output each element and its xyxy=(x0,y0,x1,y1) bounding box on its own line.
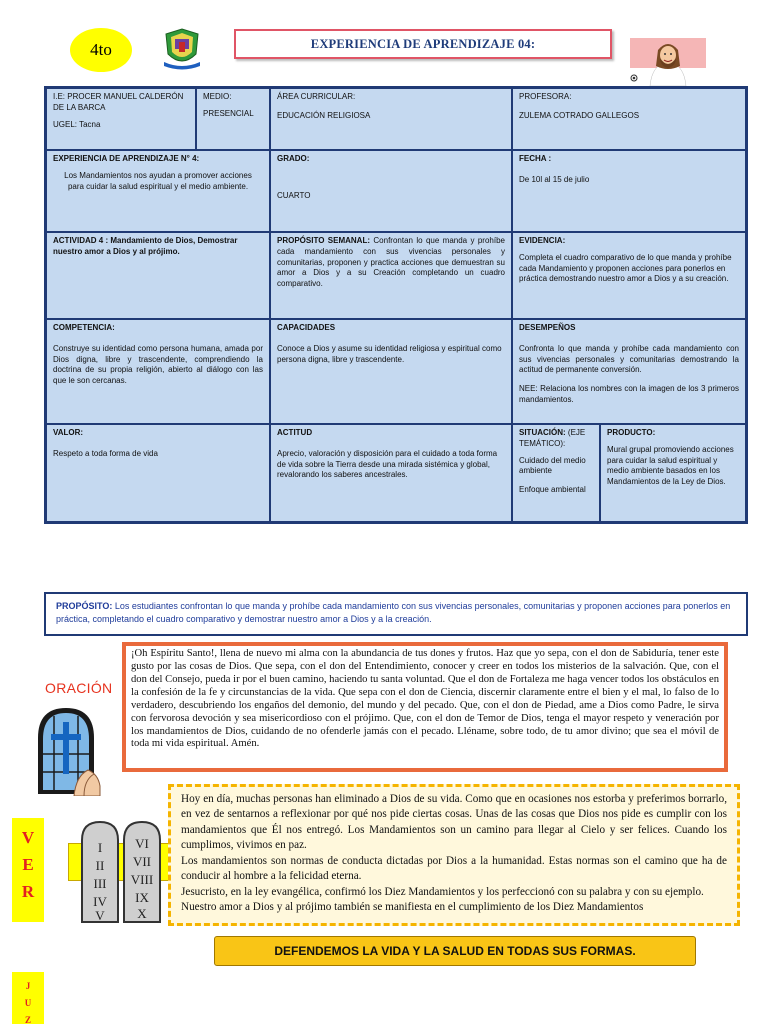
capacidades-value: Conoce a Dios y asume su identidad religiosa y espiritual como persona digna, libre y trascendente. xyxy=(277,343,502,364)
grado-value: CUARTO xyxy=(277,190,311,200)
profesora-label: PROFESORA: xyxy=(519,92,572,101)
situacion-label: SITUACIÓN: xyxy=(519,428,566,437)
valor-value: Respeto a toda forma de vida xyxy=(53,448,158,458)
producto-label: PRODUCTO: xyxy=(607,428,656,437)
oracion-box xyxy=(122,642,728,772)
competencia-label: COMPETENCIA: xyxy=(53,323,115,332)
experiencia-cell xyxy=(47,151,269,231)
desempenos-label: DESEMPEÑOS xyxy=(519,323,576,332)
medio-cell xyxy=(197,89,269,149)
ugel: UGEL: Tacna xyxy=(53,119,101,129)
producto-value: Mural grupal promoviendo acciones para cuidar la salud espiritual y medio ambiente basados en los Mandamientos de la Ley de Dios. xyxy=(607,444,734,487)
actitud-value: Aprecio, valoración y disposición para el cuidado a toda forma de vida sobre la Tierra desde una mirada sistémica y global, revalorando los saberes ancestrales. xyxy=(277,448,498,480)
oracion-label: ORACIÓN xyxy=(45,680,113,696)
actividad-cell xyxy=(47,233,269,318)
tablet-numeral: V xyxy=(95,908,105,923)
grado-cell xyxy=(271,151,511,231)
jesus-illustration-icon xyxy=(628,36,708,86)
evidencia-value: Completa el cuadro comparativo de lo que manda y prohíbe cada Mandamiento y proponen acciones para ponerlos en práctica demostrando nuestro amor a Dios y a su creación. xyxy=(519,252,732,284)
actitud-cell xyxy=(271,425,511,521)
church-window-cross-icon xyxy=(34,704,104,796)
tablet-numeral: III xyxy=(93,876,107,891)
ver-label xyxy=(12,818,44,922)
producto-cell xyxy=(601,425,745,521)
proposito-text: Los estudiantes confrontan lo que manda y prohíbe cada mandamiento con sus vivencias personales, comunitarias y proponen acciones para ponerlos en práctica, completando el cuadro comparativo y demostrar nuestro amor a Dios y a la creación. xyxy=(56,601,731,625)
juz-letter: J xyxy=(25,981,31,991)
tablet-numeral: VII xyxy=(132,854,152,869)
medio-label: MEDIO: xyxy=(203,92,232,101)
situacion-value: Cuidado del medio ambiente xyxy=(519,455,586,476)
experiencia-value: Los Mandamientos nos ayudan a promover acciones para cuidar la salud espiritual y el medio ambiente. xyxy=(64,170,252,191)
medio-value: PRESENCIAL xyxy=(203,108,254,118)
desempenos-cell xyxy=(513,320,745,423)
tablet-numeral: II xyxy=(95,858,105,873)
capacidades-label: CAPACIDADES xyxy=(277,323,336,332)
actividad-text: ACTIVIDAD 4 : Mandamiento de Dios, Demostrar nuestro amor a Dios y al prójimo. xyxy=(53,236,238,256)
ver-letter: E xyxy=(22,855,34,875)
nee-value: NEE: Relaciona los nombres con la imagen de los 3 primeros mandamientos. xyxy=(519,384,739,404)
enfoque-value: Enfoque ambiental xyxy=(519,485,586,495)
teaching-paragraph: Jesucristo, en la ley evangélica, confirmó los Diez Mandamientos y los perfeccionó con su palabra y con su ejemplo. xyxy=(181,885,704,898)
valor-cell xyxy=(47,425,269,521)
teaching-box xyxy=(168,784,740,926)
fecha-cell xyxy=(513,151,745,231)
ver-letter: V xyxy=(21,828,35,847)
evidencia-cell xyxy=(513,233,745,318)
school-name: I.E: PROCER MANUEL CALDERÓN DE LA BARCA xyxy=(53,92,184,112)
profesora-cell xyxy=(513,89,745,149)
capacidades-cell xyxy=(271,320,511,423)
experiencia-label: EXPERIENCIA DE APRENDIZAJE N° 4: xyxy=(53,154,200,163)
tablet-numeral: I xyxy=(97,840,103,855)
commandments-tablets-icon xyxy=(80,820,164,924)
tablet-numeral: X xyxy=(137,906,147,921)
area-cell xyxy=(271,89,511,149)
valor-label: VALOR: xyxy=(53,428,84,437)
area-value: EDUCACIÓN RELIGIOSA xyxy=(277,110,371,120)
learning-info-table xyxy=(44,86,748,524)
competencia-cell xyxy=(47,320,269,423)
teaching-paragraph: Hoy en día, muchas personas han eliminado a Dios de su vida. Como que en ocasiones nos estorba y preferimos borrarlo, en vez de sentarnos a reflexionar por qué nos pide ciertas cosas. Unas de las cosas que Dios nos pide es cumplir con los mandamientos que Él nos entregó. Los Mandamientos son un camino para llegar al Cielo y ser felices. Cuando los cumplimos, vivimos en paz. xyxy=(181,793,727,852)
grado-label: GRADO: xyxy=(277,154,310,163)
tablet-numeral: VIII xyxy=(130,872,154,887)
profesora-value: ZULEMA COTRADO GALLEGOS xyxy=(519,110,640,120)
proposito-label: PROPÓSITO: xyxy=(56,601,113,611)
evidencia-label: EVIDENCIA: xyxy=(519,236,566,245)
proposito-box xyxy=(44,592,748,636)
grade-badge: 4to xyxy=(70,28,132,72)
situacion-cell xyxy=(513,425,599,521)
actitud-label: ACTITUD xyxy=(277,428,313,437)
fecha-value: De 10l al 15 de julio xyxy=(519,174,590,184)
tablet-numeral: IV xyxy=(93,894,107,909)
situacion-eje: (EJE TEMÁTICO): xyxy=(519,428,586,448)
tablet-numeral: VI xyxy=(135,836,149,851)
juz-letter: Z xyxy=(24,1015,31,1026)
proposito-semanal-cell xyxy=(271,233,511,318)
competencia-value: Construye su identidad como persona humana, amada por Dios digna, libre y trascendente, comprendiendo la doctrina de su propia religión, abierto al diálogo con las que le son cercanas. xyxy=(53,343,263,386)
proposito-semanal-label: PROPÓSITO SEMANAL: xyxy=(277,236,371,245)
page-title: EXPERIENCIA DE APRENDIZAJE 04: xyxy=(234,29,612,59)
fecha-label: FECHA : xyxy=(519,154,552,163)
teaching-paragraph: Los mandamientos son normas de conducta dictadas por Dios a la humanidad. Estas normas son el camino que ha de conducir al hombre a la felicidad eterna. xyxy=(181,854,727,883)
juz-label xyxy=(12,972,44,1024)
teaching-paragraph: Nuestro amor a Dios y al prójimo también se manifiesta en el cumplimiento de los Diez Mandamientos xyxy=(181,901,644,914)
school-cell xyxy=(47,89,195,149)
banner: DEFENDEMOS LA VIDA Y LA SALUD EN TODAS SUS FORMAS. xyxy=(214,936,696,966)
ver-letter: R xyxy=(21,882,35,902)
tablet-numeral: IX xyxy=(135,890,149,905)
area-label: ÁREA CURRICULAR: xyxy=(277,92,356,101)
juz-letter: U xyxy=(24,998,32,1009)
desempenos-value: Confronta lo que manda y prohíbe cada mandamiento con sus vivencias personales y comunitarias demostrando la actitud de permanente conversión. xyxy=(519,343,739,375)
school-crest-icon xyxy=(160,26,204,70)
proposito-semanal-value: Confrontan lo que manda y prohíbe cada mandamiento con sus vivencias personales y comunitarias, proponen y practica acciones que demuestran su amor a Dios y a su Creación completando un cuadro comparativo. xyxy=(277,236,505,289)
oracion-text: ¡Oh Espíritu Santo!, llena de nuevo mi alma con la abundancia de tus dones y frutos. Haz que yo sepa, con el don de Sabiduría, tener este gusto por las cosas de Dios. Que sepa, con el don del Entendimiento, conocer y creer en todos los misterios de la salvación. Que, con el don del Consejo, pueda ir por el buen camino, haciendo tu santa voluntad. Que el don de Fortaleza me haga vencer todos los obstáculos en la confesión de la fe y circunstancias de la vida. Que sepa con el don de Ciencia, discernir claramente entre el bien y el mal, lo falso de lo verdadero, descubriendo los engaños del demonio, del mundo y del pecado. Que, con el don de Piedad, ame a Dios como Padre, le sirva con fervorosa devoción y sea misericordioso con el prójimo. Que, con el don de Temor de Dios, tenga el mayor respeto y veneración por los mandamientos de Dios, cuidando de no ofenderle jamás con el pecado. Lléname, sobre todo, de tu amor divino; que sea el móvil de toda mi vida espiritual. Amén. xyxy=(126,646,724,768)
